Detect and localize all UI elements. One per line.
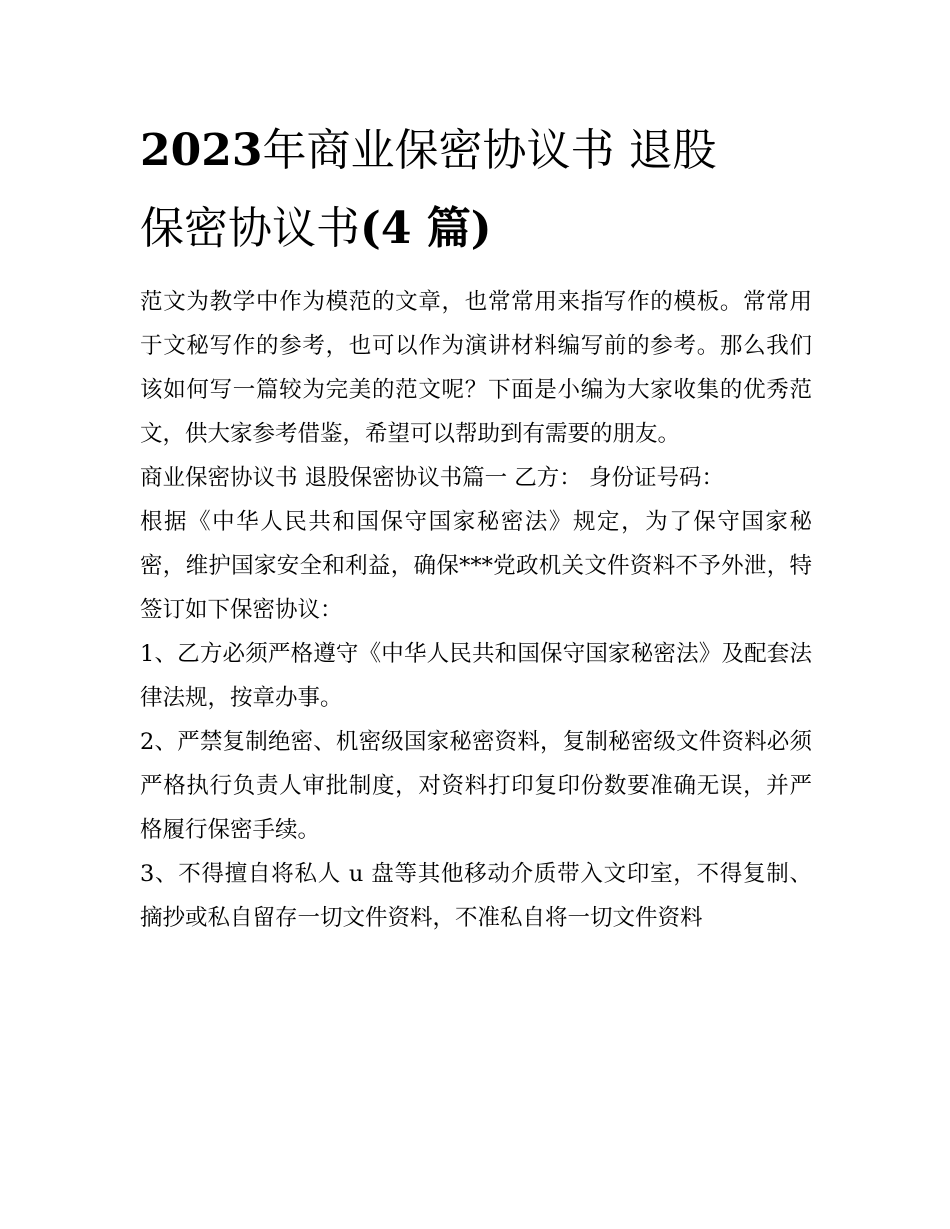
intro-paragraph: 范文为教学中作为模范的文章，也常常用来指写作的模板。常常用于文秘写作的参考，也可以作为演讲材料编写前的参考。那么我们该如何写一篇较为完美的范文呢？下面是小编为大家收集的优秀范文，供大家参考借鉴，希望可以帮助到有需要的朋友。 [140, 289, 812, 447]
title-year: 2023 [140, 125, 263, 176]
clause-3-paragraph: 3、不得擅自将私人 u 盘等其他移动介质带入文印室，不得复制、摘抄或私自留存一切文件资料，不准私自将一切文件资料 [140, 861, 812, 931]
document-title [140, 112, 820, 268]
clause-2-paragraph: 2、严禁复制绝密、机密级国家秘密资料，复制秘密级文件资料必须严格执行负责人审批制度，对资料打印复印份数要准确无误，并严格履行保密手续。 [140, 729, 812, 843]
document-body [140, 280, 812, 940]
title-line2-text: 保密协议书 [140, 203, 360, 254]
section-heading-paragraph: 商业保密协议书 退股保密协议书篇一 乙方： 身份证号码： [140, 465, 724, 491]
title-line1-text: 年商业保密协议书 退股 [262, 125, 717, 176]
preamble-paragraph: 根据《中华人民共和国保守国家秘密法》规定，为了保守国家秘密，维护国家安全和利益，确保***党政机关文件资料不予外泄，特签订如下保密协议： [140, 509, 812, 623]
title-count: (4 篇) [360, 203, 492, 254]
clause-1-paragraph: 1、乙方必须严格遵守《中华人民共和国保守国家秘密法》及配套法律法规，按章办事。 [140, 641, 812, 711]
